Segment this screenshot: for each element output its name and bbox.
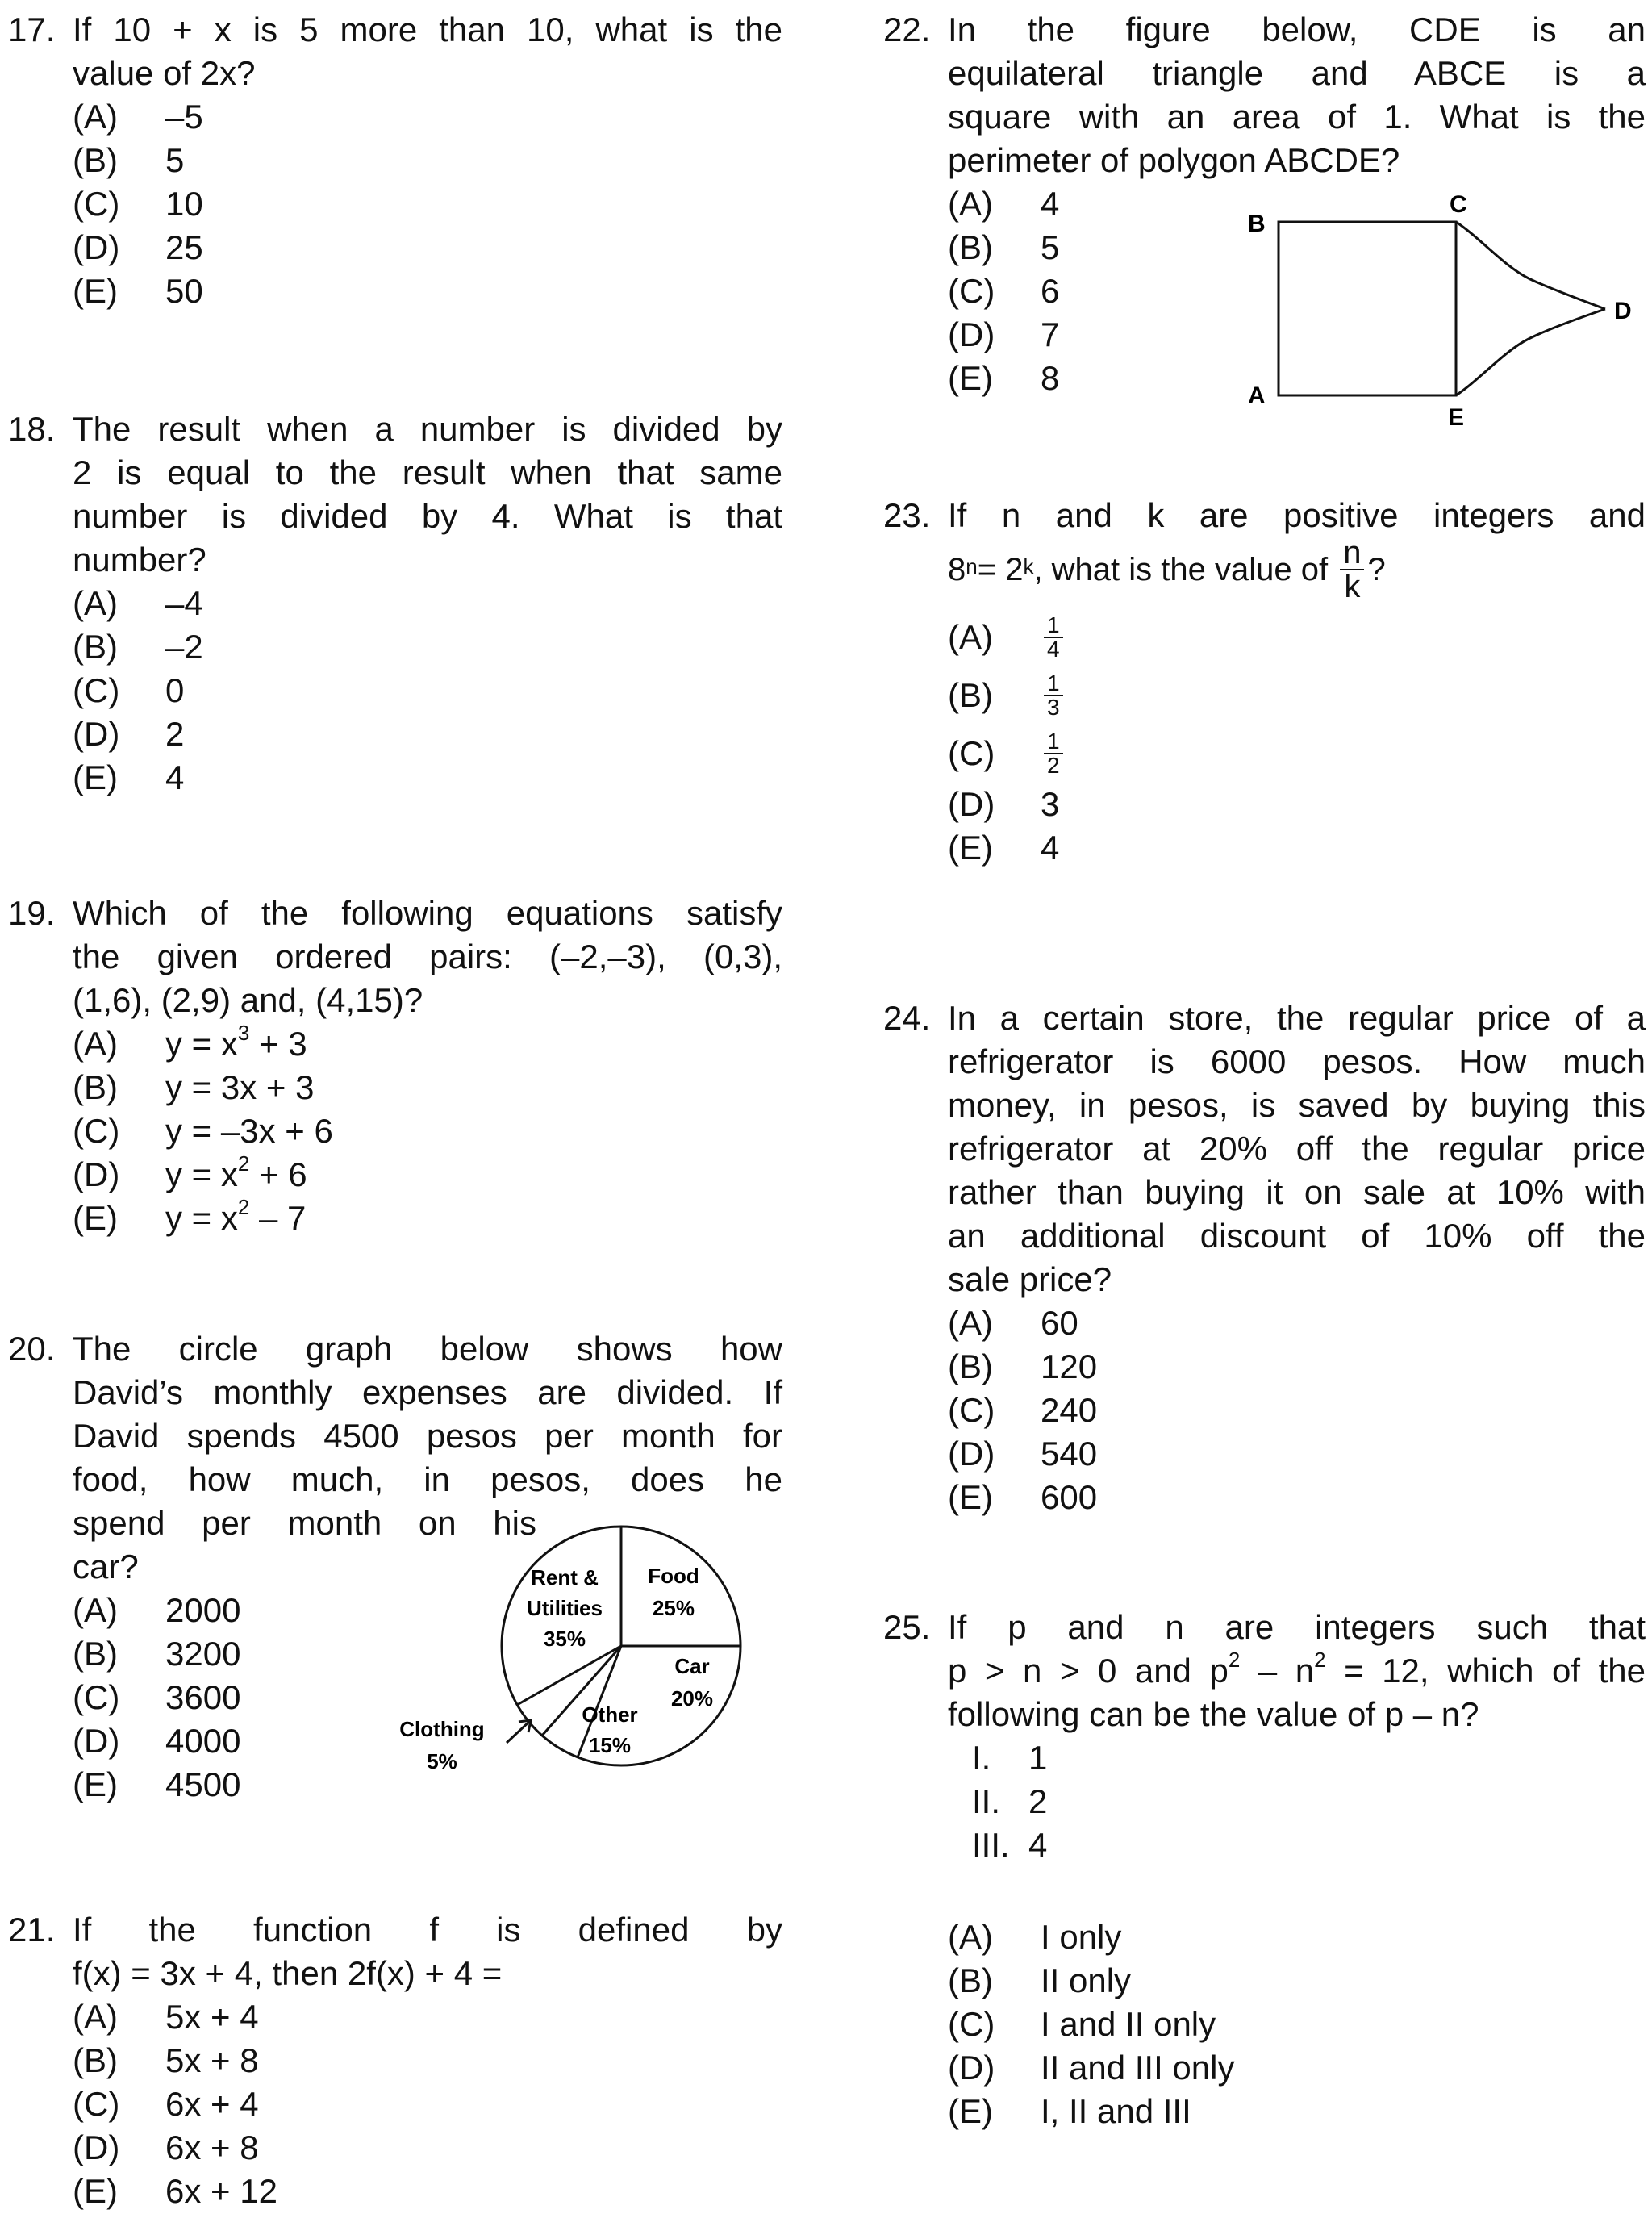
option-value: 2000 xyxy=(165,1591,241,1629)
equation-part: , what is the value of xyxy=(1033,552,1337,587)
question-18 xyxy=(8,407,782,800)
answer-option[interactable] xyxy=(948,826,1646,870)
stem-line: number? xyxy=(73,541,206,579)
option-label: (C) xyxy=(948,2005,995,2043)
clothing-pointer-arrow xyxy=(507,1720,531,1743)
exponent: 2 xyxy=(1228,1648,1241,1672)
equation-part: ? xyxy=(1367,552,1386,587)
fraction-numerator: n xyxy=(1340,537,1364,570)
question-19 xyxy=(8,892,782,1240)
option-label: (E) xyxy=(73,1765,118,1803)
stem-line: equilateral triangle and ABCE is a xyxy=(948,54,1646,92)
answer-option[interactable] xyxy=(948,725,1646,783)
stem-line: Which of the following equations satisfy xyxy=(73,894,782,932)
option-label: (E) xyxy=(73,1199,118,1237)
answer-option[interactable] xyxy=(948,783,1646,826)
option-label: (D) xyxy=(73,2128,120,2166)
stem-line: food, how much, in pesos, does he xyxy=(73,1460,782,1498)
stem-line: sale price? xyxy=(948,1260,1112,1298)
answer-option[interactable] xyxy=(948,2046,1646,2090)
option-value: 10 xyxy=(165,185,203,223)
slice-label-other: Other xyxy=(582,1702,638,1727)
question-number: 24. xyxy=(883,999,931,1037)
answer-option[interactable] xyxy=(73,2170,782,2213)
slice-pct-clothing: 5% xyxy=(427,1749,457,1773)
roman-label: I. xyxy=(972,1739,991,1777)
equation-part: 8 xyxy=(948,552,966,587)
option-value: 50 xyxy=(165,272,203,310)
fraction-numerator: 1 xyxy=(1044,672,1063,696)
question-stem xyxy=(948,996,1646,1301)
answer-option[interactable] xyxy=(73,269,782,313)
option-label: (B) xyxy=(948,1961,993,1999)
equation-part: y = x xyxy=(165,1199,238,1237)
option-value: 5 xyxy=(165,141,185,179)
option-value: –2 xyxy=(165,628,203,666)
option-value: 25 xyxy=(165,228,203,266)
question-number: 19. xyxy=(8,894,56,932)
option-value xyxy=(1041,730,1646,778)
option-value xyxy=(165,1153,782,1197)
option-label: (A) xyxy=(73,584,118,622)
option-value: 3 xyxy=(1041,785,1060,823)
slice-pct-rent: 35% xyxy=(543,1627,586,1651)
slice-label-clothing: Clothing xyxy=(399,1717,485,1741)
option-label: (D) xyxy=(73,715,120,753)
question-23 xyxy=(883,494,1646,870)
option-value: –4 xyxy=(165,584,203,622)
question-21 xyxy=(8,1908,782,2213)
option-value: 2 xyxy=(165,715,185,753)
option-label: (D) xyxy=(948,785,995,823)
answer-option[interactable] xyxy=(948,1959,1646,2003)
option-label: (C) xyxy=(948,272,995,310)
option-value: 5x + 8 xyxy=(165,2041,259,2079)
option-label: (A) xyxy=(73,1025,118,1063)
option-label: (C) xyxy=(73,1112,120,1150)
option-value: 5 xyxy=(1041,228,1060,266)
option-value: II and III only xyxy=(1041,2049,1235,2087)
option-label: (D) xyxy=(73,228,120,266)
answer-option[interactable] xyxy=(73,139,782,182)
roman-statements xyxy=(972,1736,1646,1867)
option-value: 6x + 4 xyxy=(165,2085,259,2123)
roman-value: 4 xyxy=(1028,1826,1048,1864)
option-label: (B) xyxy=(948,228,993,266)
option-label: (D) xyxy=(73,1155,120,1193)
answer-option[interactable] xyxy=(73,625,782,669)
option-label: (D) xyxy=(948,1435,995,1473)
answer-option[interactable] xyxy=(73,712,782,756)
stem-line: refrigerator at 20% off the regular price xyxy=(948,1130,1646,1168)
fraction-denominator: 2 xyxy=(1047,753,1060,779)
question-25 xyxy=(883,1606,1646,2133)
slice-label-rent: Utilities xyxy=(527,1596,603,1620)
option-value: 60 xyxy=(1041,1304,1078,1342)
stem-line: refrigerator is 6000 pesos. How much xyxy=(948,1042,1646,1080)
option-value: 4000 xyxy=(165,1722,241,1760)
option-label: (B) xyxy=(73,2041,118,2079)
option-label: (D) xyxy=(948,2049,995,2087)
stem-line: spend per month on his xyxy=(73,1504,536,1542)
stem-line: car? xyxy=(73,1548,139,1585)
option-label: (E) xyxy=(73,758,118,796)
answer-option[interactable] xyxy=(948,1432,1646,1476)
roman-value: 2 xyxy=(1028,1782,1048,1820)
option-label: (C) xyxy=(73,671,120,709)
fraction-denominator: k xyxy=(1344,569,1361,604)
option-label: (A) xyxy=(948,618,993,656)
fraction-n-over-k xyxy=(1340,537,1364,603)
equation-part: = 2 xyxy=(977,552,1024,587)
answer-options xyxy=(73,582,782,800)
polygon-abcde-figure xyxy=(1238,190,1646,428)
question-number: 18. xyxy=(8,410,56,448)
stem-line: an additional discount of 10% off the xyxy=(948,1217,1646,1255)
stem-line: If 10 + x is 5 more than 10, what is the xyxy=(73,10,782,48)
option-label: (E) xyxy=(73,272,118,310)
option-value: 600 xyxy=(1041,1478,1098,1516)
stem-part: = 12, which of the xyxy=(1325,1652,1646,1690)
option-label: (B) xyxy=(948,1347,993,1385)
question-number: 25. xyxy=(883,1608,931,1646)
option-label: (B) xyxy=(73,628,118,666)
answer-option[interactable] xyxy=(948,1915,1646,1959)
answer-option[interactable] xyxy=(948,1301,1646,1345)
roman-statement xyxy=(972,1780,1646,1823)
answer-option[interactable] xyxy=(73,2039,782,2082)
option-label: (A) xyxy=(948,185,993,223)
fraction-numerator: 1 xyxy=(1044,614,1063,638)
stem-part: – n xyxy=(1240,1652,1315,1690)
option-label: (C) xyxy=(73,2085,120,2123)
option-label: (C) xyxy=(73,1678,120,1716)
stem-line: perimeter of polygon ABCDE? xyxy=(948,141,1400,179)
fraction xyxy=(1044,730,1063,777)
roman-value: 1 xyxy=(1028,1739,1048,1777)
roman-label: III. xyxy=(972,1826,1010,1864)
vertex-label-e: E xyxy=(1448,404,1465,428)
stem-line: number is divided by 4. What is that xyxy=(73,497,782,535)
stem-line: 2 is equal to the result when that same xyxy=(73,453,782,491)
option-value: y = –3x + 6 xyxy=(165,1112,333,1150)
answer-option[interactable] xyxy=(73,1022,782,1066)
equation-part: y = x xyxy=(165,1025,238,1063)
option-label: (D) xyxy=(73,1722,120,1760)
answer-option[interactable] xyxy=(948,666,1646,725)
answer-option[interactable] xyxy=(948,1389,1646,1432)
slice-pct-other: 15% xyxy=(588,1733,632,1757)
option-value: 4 xyxy=(165,758,185,796)
fraction xyxy=(1044,614,1063,661)
option-label: (B) xyxy=(73,1635,118,1673)
option-value xyxy=(165,1197,782,1240)
option-label: (B) xyxy=(73,141,118,179)
option-value: I, II and III xyxy=(1041,2092,1191,2130)
slice-pct-car: 20% xyxy=(670,1686,714,1711)
option-value: 3600 xyxy=(165,1678,241,1716)
option-label: (C) xyxy=(948,734,995,772)
stem-line: In the figure below, CDE is an xyxy=(948,10,1646,48)
option-value: 540 xyxy=(1041,1435,1098,1473)
square-abce xyxy=(1279,222,1456,395)
question-stem xyxy=(948,1606,1646,1736)
question-17 xyxy=(8,8,782,313)
option-value: 4 xyxy=(1041,829,1060,867)
vertex-label-c: C xyxy=(1450,191,1467,218)
question-22 xyxy=(883,8,1646,428)
stem-line xyxy=(948,1649,1646,1693)
question-number: 20. xyxy=(8,1330,56,1368)
stem-line: David spends 4500 pesos per month for xyxy=(73,1417,782,1455)
option-value: 4 xyxy=(1041,185,1060,223)
answer-option[interactable] xyxy=(948,1476,1646,1519)
option-value xyxy=(1041,672,1646,720)
roman-statement xyxy=(972,1736,1646,1780)
answer-option[interactable] xyxy=(73,1995,782,2039)
stem-line: David’s monthly expenses are divided. If xyxy=(73,1373,782,1411)
option-value xyxy=(165,1022,782,1066)
option-value: II only xyxy=(1041,1961,1132,1999)
answer-option[interactable] xyxy=(73,1066,782,1109)
question-20 xyxy=(8,1327,782,1807)
stem-line: following can be the value of p – n? xyxy=(948,1695,1479,1733)
option-label: (E) xyxy=(948,1478,993,1516)
answer-option[interactable] xyxy=(73,95,782,139)
stem-part: p > n > 0 and p xyxy=(948,1652,1229,1690)
option-value: I and II only xyxy=(1041,2005,1216,2043)
option-value: 120 xyxy=(1041,1347,1098,1385)
roman-label: II. xyxy=(972,1782,1001,1820)
option-value: 240 xyxy=(1041,1391,1098,1429)
stem-line: The result when a number is divided by xyxy=(73,410,782,448)
option-value: 6x + 12 xyxy=(165,2172,277,2210)
answer-option[interactable] xyxy=(73,582,782,625)
option-label: (B) xyxy=(73,1068,118,1106)
question-stem xyxy=(73,892,782,1022)
answer-option[interactable] xyxy=(948,1345,1646,1389)
option-value xyxy=(1041,614,1646,662)
vertex-label-b: B xyxy=(1248,211,1266,237)
slice-pct-food: 25% xyxy=(652,1596,695,1620)
answer-option[interactable] xyxy=(73,226,782,269)
option-label: (A) xyxy=(948,1918,993,1956)
answer-option[interactable] xyxy=(948,2003,1646,2046)
answer-option[interactable] xyxy=(73,669,782,712)
fraction-denominator: 4 xyxy=(1047,637,1060,662)
option-value: –5 xyxy=(165,98,203,136)
stem-line: (1,6), (2,9) and, (4,15)? xyxy=(73,981,423,1019)
answer-option[interactable] xyxy=(73,2126,782,2170)
fraction xyxy=(1044,672,1063,719)
option-value: 7 xyxy=(1041,315,1060,353)
vertex-label-d: D xyxy=(1614,298,1632,324)
option-value: y = 3x + 3 xyxy=(165,1068,315,1106)
option-label: (E) xyxy=(948,829,993,867)
question-number: 22. xyxy=(883,10,931,48)
exponent: 2 xyxy=(237,1195,250,1219)
stem-line: In a certain store, the regular price of a xyxy=(948,999,1646,1037)
triangle-side-cd xyxy=(1456,222,1605,309)
answer-options xyxy=(948,1301,1646,1519)
stem-line: If the function f is defined by xyxy=(73,1911,782,1949)
answer-option[interactable] xyxy=(73,756,782,800)
stem-line: square with an area of 1. What is the xyxy=(948,98,1646,136)
stem-line: the given ordered pairs: (–2,–3), (0,3), xyxy=(73,938,782,975)
option-label: (A) xyxy=(948,1304,993,1342)
question-stem xyxy=(948,8,1646,182)
slice-label-rent: Rent & xyxy=(531,1565,599,1589)
option-label: (C) xyxy=(73,185,120,223)
question-24 xyxy=(883,996,1646,1519)
option-value: 6 xyxy=(1041,272,1060,310)
answer-option[interactable] xyxy=(73,182,782,226)
answer-option[interactable] xyxy=(73,2082,782,2126)
answer-option[interactable] xyxy=(948,608,1646,666)
question-number: 23. xyxy=(883,496,931,534)
stem-line: If n and k are positive integers and xyxy=(948,496,1646,534)
stem-line: The circle graph below shows how xyxy=(73,1330,782,1368)
equation-part: + 6 xyxy=(249,1155,307,1193)
option-label: (E) xyxy=(73,2172,118,2210)
equation-part: + 3 xyxy=(249,1025,307,1063)
option-label: (A) xyxy=(73,1591,118,1629)
answer-options xyxy=(73,1022,782,1240)
option-label: (A) xyxy=(73,1998,118,2036)
option-value: I only xyxy=(1041,1918,1122,1956)
answer-option[interactable] xyxy=(948,2090,1646,2133)
option-value: 4500 xyxy=(165,1765,241,1803)
stem-line: If p and n are integers such that xyxy=(948,1608,1646,1646)
answer-options xyxy=(948,1915,1646,2133)
exponent: 3 xyxy=(237,1021,250,1045)
question-stem xyxy=(73,1908,782,1995)
answer-option[interactable] xyxy=(73,1109,782,1153)
option-value: 8 xyxy=(1041,359,1060,397)
option-label: (B) xyxy=(948,676,993,714)
question-stem xyxy=(948,494,1646,537)
exponent: 2 xyxy=(1314,1648,1326,1672)
answer-options xyxy=(73,1995,782,2213)
answer-option[interactable] xyxy=(73,1153,782,1197)
exponent: 2 xyxy=(237,1151,250,1176)
equation-line: 8 $^n$ = 2 $^k$ , what is the value of $\frac{n}{k}$ ? xyxy=(948,535,1386,604)
answer-options xyxy=(73,95,782,313)
option-label: (C) xyxy=(948,1391,995,1429)
stem-line: money, in pesos, is saved by buying this xyxy=(948,1086,1646,1124)
option-label: (E) xyxy=(948,2092,993,2130)
question-stem xyxy=(73,8,782,95)
slice-label-car: Car xyxy=(674,1654,710,1678)
answer-options xyxy=(948,608,1646,870)
option-label: (A) xyxy=(73,98,118,136)
question-number: 21. xyxy=(8,1911,56,1949)
question-number: 17. xyxy=(8,10,56,48)
roman-statement xyxy=(972,1823,1646,1867)
option-value: 6x + 8 xyxy=(165,2128,259,2166)
answer-option[interactable] xyxy=(73,1197,782,1240)
stem-line: value of 2x? xyxy=(73,54,256,92)
fraction-numerator: 1 xyxy=(1044,730,1063,754)
vertex-label-a: A xyxy=(1248,382,1266,409)
slice-label-food: Food xyxy=(648,1564,699,1588)
stem-line: f(x) = 3x + 4, then 2f(x) + 4 = xyxy=(73,1954,503,1992)
question-stem xyxy=(73,407,782,582)
equation-part: y = x xyxy=(165,1155,238,1193)
option-label: (D) xyxy=(948,315,995,353)
equation-part: – 7 xyxy=(249,1199,307,1237)
stem-line: rather than buying it on sale at 10% with xyxy=(948,1173,1646,1211)
triangle-side-de xyxy=(1456,309,1605,395)
option-value: 5x + 4 xyxy=(165,1998,259,2036)
expense-pie-chart xyxy=(387,1525,766,1791)
option-label: (E) xyxy=(948,359,993,397)
option-value: 0 xyxy=(165,671,185,709)
option-value: 3200 xyxy=(165,1635,241,1673)
fraction-denominator: 3 xyxy=(1047,695,1060,721)
